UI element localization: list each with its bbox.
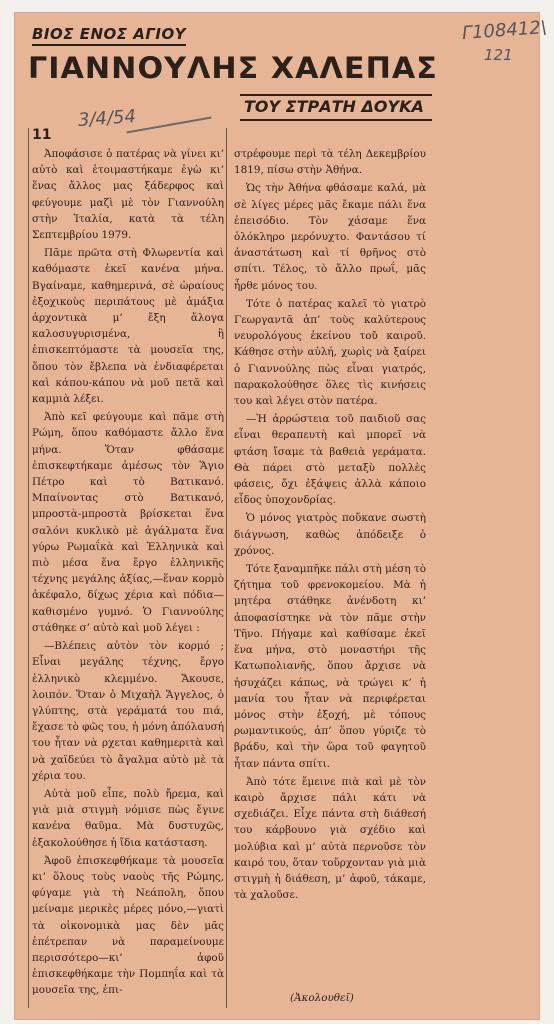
handwritten-archive-sub: 121 xyxy=(484,46,513,64)
paragraph: Ἀπὸ τότε ἔμεινε πιὰ καὶ μὲ τὸν καιρὸ ἄρχισε πάλι κάτι νὰ σχεδιάζει. Εἶχε πάντα στὴ διάθεσή του κάρβουνο γιὰ σχέδιο καὶ μολύβια καὶ μ’ αὐτὰ περνοῦσε τὸν καιρό του, ὅταν τοὔρχονταν γιὰ μιὰ στιγμὴ ἡ διάθεση, μ’ ἀφοῦ, τάκαμε, τὰ χαλοῦσε. xyxy=(234,775,426,902)
paragraph: Ἀφοῦ ἐπισκεφθήκαμε τὰ μουσεῖα κι’ ὅλους τοὺς ναοὺς τῆς Ρώμης, φύγαμε γιὰ τὴ Νεάπολη, ὅπου μείναμε μερικὲς μέρες μόνο,—γιατὶ τὰ οἰκονομικὰ μας δὲν μᾶς ἐπέτρεπαν νὰ παραμείνουμε περισσότερο—κι’ ἀφοῦ ἐπισκεφθήκαμε τὴν Πομπηΐα καὶ τὰ μουσεῖα της, ἐπι- xyxy=(32,854,224,997)
text-column-1 xyxy=(32,146,224,1001)
paragraph: —Βλέπεις αὐτὸν τὸν κορμό ; Εἶναι μεγάλης τέχνης, ἔργο ἑλληνικὸ κλεμμένο. Ἄκουσε, λοιπόν. Ὅταν ὁ Μιχαὴλ Ἄγγελος, ὁ γλύπτης, στὰ γεράματά του πιά, ἔχασε τὸ φῶς του, ἡ μόνη ἀπόλαυσή του ἦταν νὰ ρχεται καθημεριτὰ καὶ νὰ χαϊδεύει τὸ ἄγαλμα αὐτὸ μὲ τὰ χέρια του. xyxy=(32,640,224,782)
paragraph: Αὐτὰ μοῦ εἶπε, πολὺ ἤρεμα, καὶ γιὰ μιὰ στιγμὴ νόμισε πὼς ἔγινε κανένα θαῦμα. Μὰ δυστυχῶς, ἐξακολούθησε ἡ ἴδια κατάσταση. xyxy=(32,787,224,849)
paragraph: Πᾶμε πρῶτα στὴ Φλωρεντία καὶ καθόμαστε ἐκεῖ κανένα μήνα. Βγαίναμε, καθημερινά, σὲ ὡραίους ἐξοχικοὺς περιπάτους μὲ ἀμάξια ἀρχοντικὰ μ’ ἔξη ἄλογα καλοσυγυρισμένα, ἢ ἐπισκεπτόμαστε τὰ μουσεῖα της, ὅπου τὸν ἔβλεπα νὰ ἐνδιαφέρεται καὶ κάπου-κάπου νὰ μοῦ πετᾶ καὶ καμμιὰ λέξει. xyxy=(32,247,224,406)
article-byline: ΤΟΥ ΣΤΡΑΤΗ ΔΟΥΚΑ xyxy=(244,97,424,116)
left-margin-rule xyxy=(28,128,29,1008)
text-column-2 xyxy=(234,146,426,905)
byline-rule-bottom xyxy=(240,119,432,121)
continued-note: (Ἀκολουθεῖ) xyxy=(290,992,354,1004)
handwritten-date: 3/4/54 xyxy=(77,106,137,131)
handwritten-archive-number: Γ108412\ xyxy=(461,17,548,44)
kicker-heading: ΒΙΟΣ ΕΝΟΣ ΑΓΙΟΥ xyxy=(32,24,186,46)
issue-number: 11 xyxy=(32,127,52,143)
paragraph: Ἀπὸ κεῖ φεύγουμε καὶ πᾶμε στὴ Ρώμη, ὅπου καθόμαστε ἄλλο ἕνα μήνα. Ὅταν φθάσαμε ἐπισκεφτήκαμε ἀμέσως τὸν Ἅγιο Πέτρο καὶ τὸ Βατικανό. Μπαίνοντας στὸ Βατικανό, μπροστὰ-μπροστὰ βρίσκεται ἕνα σαλόνι κυκλικὸ μὲ ἀγάλματα ἕνα γύρω Ρωμαΐκὰ καὶ Ἑλληνικὰ καὶ πιὸ μέσα ἕνα ἔργο ἑλληνικῆς τέχνης μεγάλης ἀξίας,—ἕναν κορμὸ ἀκέφαλο, δίχως χέρια καὶ πόδια—καθισμένο γυμνό. Ὁ Γιαννούλης στάθηκε σ’ αὐτὸ καὶ μοῦ λέγει : xyxy=(32,411,224,634)
paragraph: Ὁ μόνος γιατρὸς ποὔκανε σωστὴ διάγνωση, καθὼς ἀπόδειξε ὁ χρόνος. xyxy=(234,512,426,557)
paragraph: Ὡς τὴν Ἀθήνα φθάσαμε καλά, μὰ σὲ λίγες μέρες μᾶς ἔκαμε πάλι ἕνα ἐπεισόδιο. Τὸν χάσαμε ἕνα ὁλόκληρο μερόνυχτο. Φαντάσου τί ἀναστάτωση καὶ τί θρῆνος στὸ σπίτι. Τέλος, τὸ ἄλλο πρωΐ, μᾶς ἦρθε μόνος του. xyxy=(234,182,426,292)
paragraph: Ἀποφάσισε ὁ πατέρας νὰ γίνει κι’ αὐτὸ καὶ ἑτοιμαστήκαμε ἐγὼ κι’ ἕνας ἄλλος μας ξάδερφος καὶ φεύγουμε μαζὶ μὲ τὸν Γιαννούλη στὴν Ἰταλία, κατὰ τὰ τέλη Σεπτεμβρίου 1979. xyxy=(32,148,224,242)
article-title: ΓΙΑΝΝΟΥΛΗΣ ΧΑΛΕΠΑΣ xyxy=(28,51,438,85)
paragraph: Τότε ὁ πατέρας καλεῖ τὸ γιατρὸ Γεωργαντᾶ ἀπ’ τοὺς καλύτερους νευρολόγους ἐκείνου τοῦ καιροῦ. Κάθησε στὴν αὐλή, χωρὶς νὰ ξαίρει ὁ Γιαννούλης πὼς εἶναι γιατρός, παρακολούθησε ὅλες τὶς κινήσεις του καὶ λέγει στὸν πατέρα. xyxy=(234,297,426,408)
paragraph: στρέφουμε περὶ τὰ τέλη Δεκεμβρίου 1819, πίσω στὴν Ἀθήνα. xyxy=(234,148,426,177)
paragraph: —Ἡ ἀρρώστεια τοῦ παιδιοῦ σας εἶναι θεραπευτὴ καὶ μπορεῖ νὰ φτάση ἴσαμε τὰ βαθειὰ γεράματα. Θὰ πάρει στὸ μεταξὺ πολλὲς φάσεις, ὄχι ἐξάψεις ἀλλὰ κάποιο εἶδος ὑποχονδρίας. xyxy=(234,413,426,507)
paragraph: Τότε ξαναμπῆκε πάλι στὴ μέση τὸ ζήτημα τοῦ φρενοκομείου. Μὰ ἡ μητέρα στάθηκε ἀνένδοτη κι’ ἀποφασίστηκε νὰ τὸν πᾶμε στὴν Τῆνο. Πήγαμε καὶ καθίσαμε ἐκεῖ ἕνα μήνα, στὸ μοναστήρι τῆς Κατωπολιανῆς, ὅπου ἄρχισε νὰ ἡσυχάζει κάπως, νὰ τρώγει κ’ ἡ μανία του ἦταν νὰ περιφέρεται μόνος στὴν ἐξοχή, μὲ τόπους ρωμαντικούς, ἀπ’ ὅπου γύριζε τὸ βράδυ, καὶ τὴν ὥρα τοῦ φαγητοῦ ἦταν πάντα σπίτι. xyxy=(234,563,426,770)
column-separator xyxy=(226,128,227,1008)
